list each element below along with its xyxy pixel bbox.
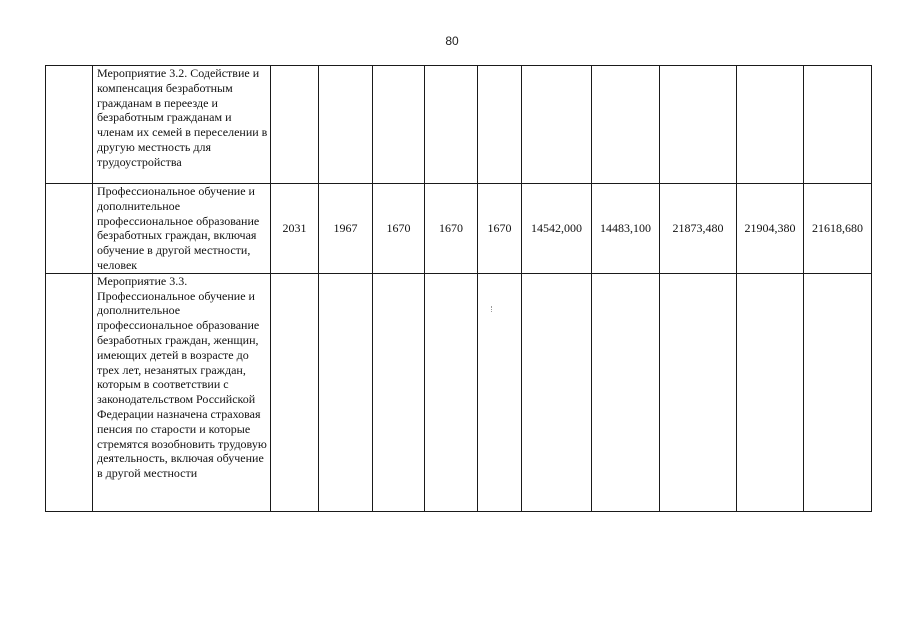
value-cell: 21904,380 [737,184,804,274]
activity-description: Мероприятие 3.2. Содействие и компенсация безработным гражданам в переезде и безработным гражданам и членам их семей в переселении в другую местность для трудоустройства [93,66,271,184]
value-cell: 1670 [425,184,478,274]
activity-description: Профессиональное обучение и дополнительное профессиональное образование безработных граждан, включая обучение в другой местности, человек [93,184,271,274]
value-cell [425,66,478,184]
value-cell [271,273,319,511]
value-cell [660,66,737,184]
scan-speck [491,306,494,312]
value-cell [660,273,737,511]
activity-description: Мероприятие 3.3. Профессиональное обучение и дополнительное профессиональное образование безработных граждан, женщин, имеющих детей в возрасте до трех лет, незанятых граждан, которым в соответствии с законодательством Российской Федерации назначена страховая пенсия по старости и которые стремятся возобновить трудовую деятельность, включая обучение в другой местности [93,273,271,511]
value-cell [478,273,522,511]
row-index-cell [46,184,93,274]
value-cell: 1670 [373,184,425,274]
row-index-cell [46,273,93,511]
value-cell [425,273,478,511]
value-cell [737,66,804,184]
value-cell: 1670 [478,184,522,274]
value-cell: 2031 [271,184,319,274]
value-cell [373,273,425,511]
value-cell [373,66,425,184]
value-cell [478,66,522,184]
value-cell: 14542,000 [522,184,592,274]
row-index-cell [46,66,93,184]
value-cell [592,273,660,511]
value-cell [271,66,319,184]
value-cell [522,273,592,511]
value-cell [319,273,373,511]
value-cell [592,66,660,184]
table-row [46,66,872,184]
value-cell [804,66,872,184]
value-cell: 21873,480 [660,184,737,274]
value-cell: 14483,100 [592,184,660,274]
table-row [46,184,872,274]
page-number: 80 [445,34,459,48]
value-cell [522,66,592,184]
value-cell: 1967 [319,184,373,274]
value-cell [804,273,872,511]
value-cell [319,66,373,184]
table-row [46,273,872,511]
value-cell [737,273,804,511]
data-table [45,65,872,512]
value-cell: 21618,680 [804,184,872,274]
